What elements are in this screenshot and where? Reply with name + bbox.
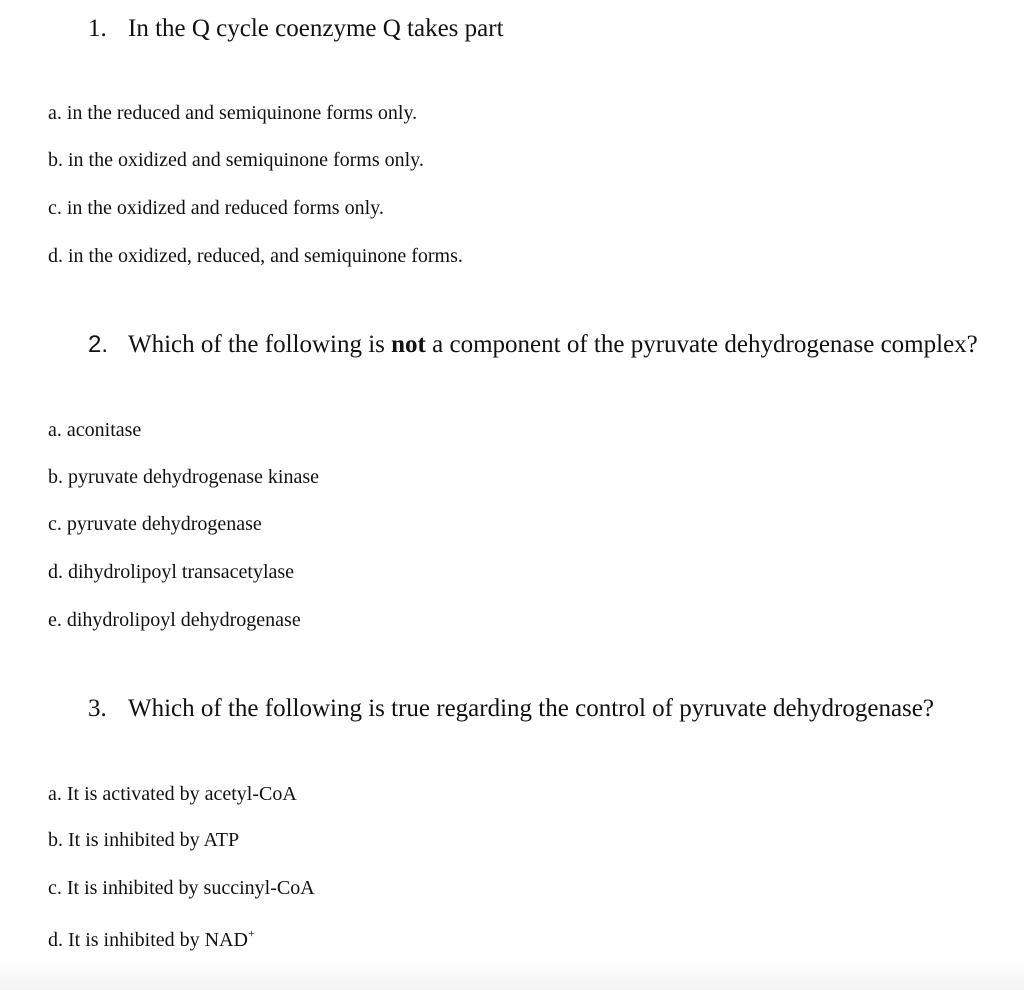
question-1-option-d: d. in the oxidized, reduced, and semiquinone forms. [48,245,463,267]
question-3-option-a: a. It is activated by acetyl-CoA [48,783,297,805]
question-1-option-b: b. in the oxidized and semiquinone forms only. [48,149,424,171]
question-3-option-c: c. It is inhibited by succinyl-CoA [48,877,315,899]
question-2-number: 2. [88,331,109,358]
question-2-text-after: a component of the pyruvate dehydrogenase complex? [425,331,978,358]
question-2-option-b: b. pyruvate dehydrogenase kinase [48,466,320,488]
question-1-option-c: c. in the oxidized and reduced forms only. [48,197,384,219]
question-3-option-d [48,926,255,951]
question-3 [88,696,934,721]
question-1-number: 1. [88,15,107,42]
question-2 [88,332,978,357]
question-3-option-d-superscript: + [248,926,255,940]
question-2-option-d: d. dihydrolipoyl transacetylase [48,561,295,583]
question-1-option-a: a. in the reduced and semiquinone forms only. [48,102,418,124]
question-2-option-c: c. pyruvate dehydrogenase [48,513,262,535]
question-3-option-b: b. It is inhibited by ATP [48,829,240,851]
question-2-text-bold: not [391,331,426,358]
question-3-option-d-text: d. It is inhibited by NAD [48,929,248,951]
question-1 [88,16,504,41]
question-2-option-a: a. aconitase [48,419,142,441]
question-2-text-before: Which of the following is [128,331,392,358]
page-bottom-edge [0,958,1024,990]
question-3-number: 3. [88,695,107,722]
question-3-text: Which of the following is true regarding the control of pyruvate dehydrogenase? [128,695,934,722]
question-1-text: In the Q cycle coenzyme Q takes part [128,15,504,42]
question-2-option-e: e. dihydrolipoyl dehydrogenase [48,609,301,631]
